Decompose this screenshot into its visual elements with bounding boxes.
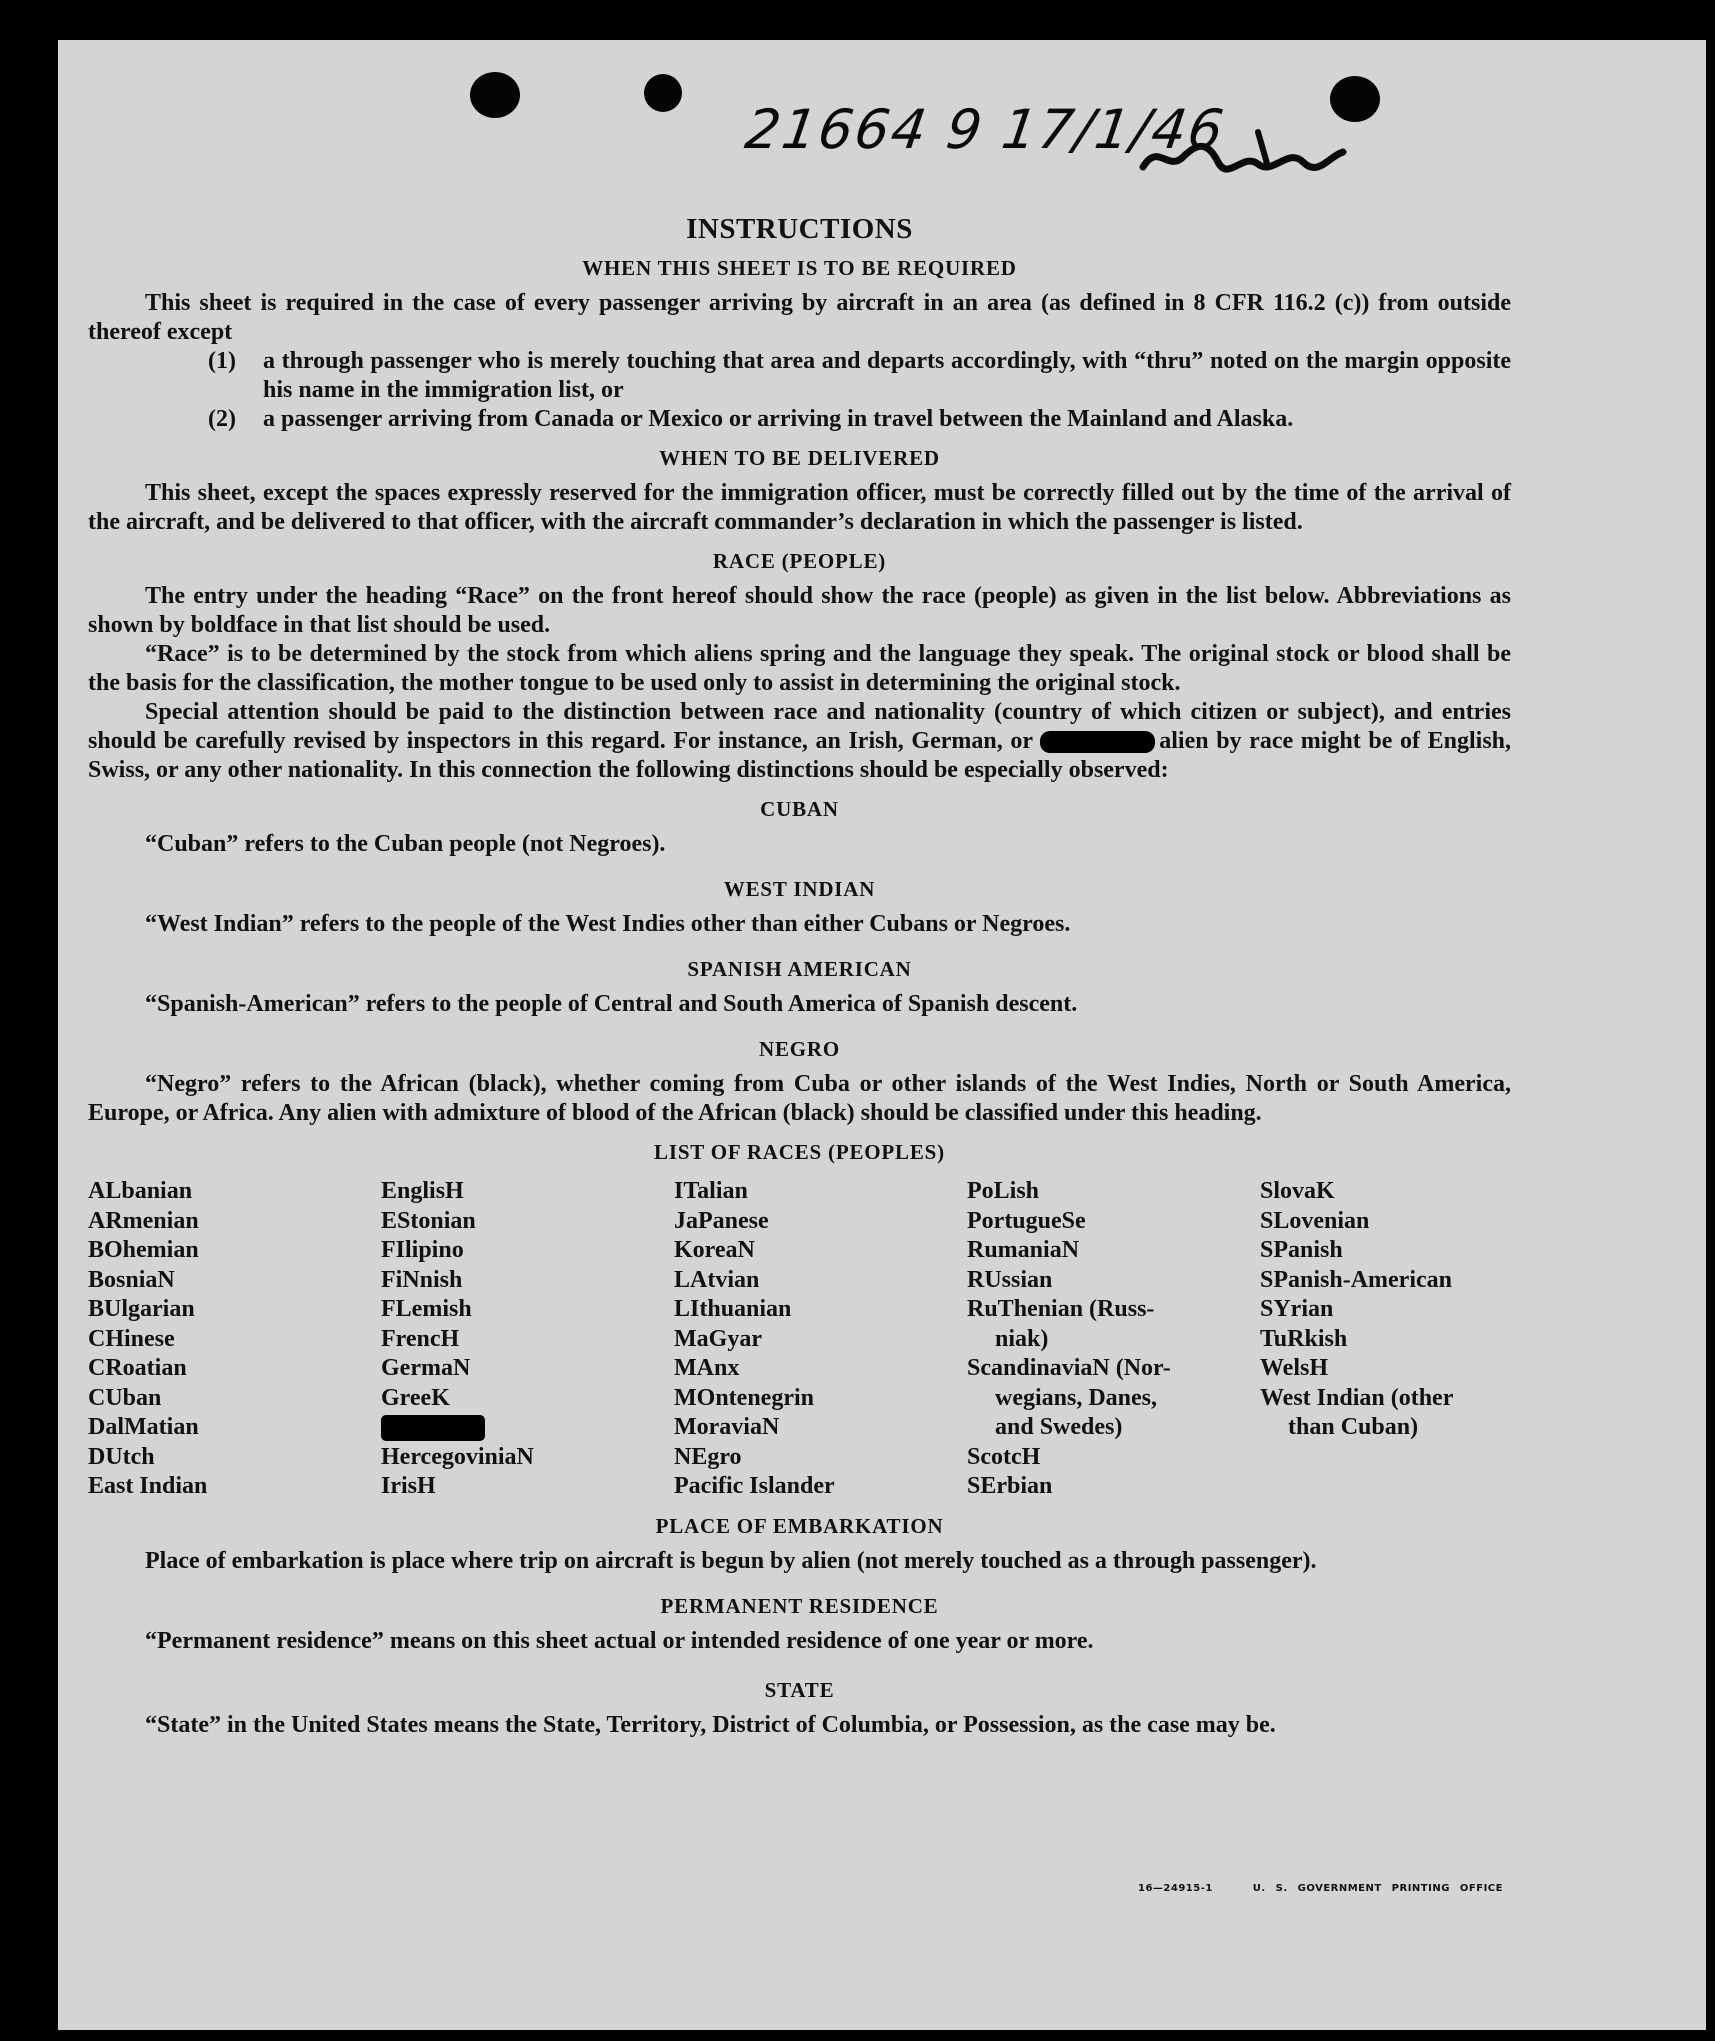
- section-heading: WEST INDIAN: [723, 877, 876, 901]
- punch-hole: [644, 74, 682, 112]
- paragraph: “Race” is to be determined by the stock from which aliens spring and the language they speak. The original stock or blood shall be the basis for the classification, the mother tongue to be used only to assist in determining the original stock.: [88, 641, 1511, 696]
- race-entry: DalMatian: [88, 1414, 199, 1440]
- race-entry: JaPanese: [674, 1207, 769, 1234]
- race-entry: WelsH: [1260, 1355, 1329, 1381]
- race-entry: SPanish-American: [1260, 1266, 1452, 1293]
- race-entry: LAtvian: [674, 1266, 760, 1293]
- race-entry: DUtch: [88, 1443, 155, 1470]
- punch-hole: [1330, 76, 1380, 122]
- race-entry: BOhemian: [88, 1237, 199, 1263]
- race-entry: NEgro: [674, 1443, 742, 1470]
- race-entry: HercegoviniaN: [381, 1443, 534, 1470]
- paragraph: “Negro” refers to the African (black), whether coming from Cuba or other islands of the West Indies, North or South America, Europe, or Africa. Any alien with admixture of blood of the African (black) should be classified under this heading.: [88, 1071, 1511, 1126]
- race-entry: SLovenian: [1260, 1207, 1370, 1234]
- paragraph: [88, 698, 1511, 785]
- section-heading: CUBAN: [760, 797, 839, 821]
- section-heading: SPANISH AMERICAN: [687, 957, 912, 981]
- section-heading: RACE (PEOPLE): [712, 549, 887, 573]
- race-entry: MOntenegrin: [674, 1384, 814, 1411]
- race-entry: PortugueSe: [967, 1207, 1086, 1234]
- race-entry: BUlgarian: [88, 1296, 195, 1322]
- handwritten-note: 21664 9 17/1/46: [741, 98, 1230, 161]
- section-heading: WHEN TO BE DELIVERED: [659, 446, 940, 470]
- race-entry: SPanish: [1260, 1237, 1343, 1263]
- instructions-content: [88, 175, 1511, 1740]
- race-entry: niak): [995, 1325, 1049, 1352]
- race-entry: KoreaN: [674, 1237, 755, 1263]
- race-entry: SYrian: [1260, 1296, 1334, 1322]
- section-heading: LIST OF RACES (PEOPLES): [654, 1140, 945, 1164]
- section-heading: WHEN THIS SHEET IS TO BE REQUIRED: [582, 256, 1017, 280]
- exception-text: a passenger arriving from Canada or Mexico or arriving in travel between the Mainland and Alaska.: [263, 406, 1294, 432]
- form-code: 16—24915-1: [1138, 1883, 1213, 1894]
- race-entry: wegians, Danes,: [995, 1384, 1158, 1411]
- race-entry: IrisH: [381, 1473, 436, 1499]
- race-column: [967, 1177, 1260, 1502]
- race-entry: LIthuanian: [674, 1296, 792, 1322]
- race-entry: East Indian: [88, 1473, 208, 1499]
- race-entry: SErbian: [967, 1473, 1053, 1499]
- race-entry: ALbanian: [88, 1178, 193, 1204]
- race-entry: TuRkish: [1260, 1325, 1348, 1352]
- race-column: [1260, 1177, 1511, 1502]
- paragraph: “West Indian” refers to the people of the West Indies other than either Cubans or Negroes.: [145, 911, 1071, 937]
- redaction-mark: [381, 1415, 485, 1441]
- race-entry: EStonian: [381, 1207, 476, 1234]
- document-page: [58, 40, 1706, 2030]
- exception-text: a through passenger who is merely touching that area and departs accordingly, with “thru” noted on the margin opposite his name in the immigration list, or: [263, 348, 1511, 403]
- race-entry: Pacific Islander: [674, 1473, 835, 1499]
- punch-hole: [470, 72, 520, 118]
- handwritten-scrawl: [1138, 122, 1348, 182]
- race-entry: CRoatian: [88, 1355, 187, 1381]
- paragraph: This sheet, except the spaces expressly reserved for the immigration officer, must be correctly filled out by the time of the arrival of the aircraft, and be delivered to that officer, with the aircraft commander’s declaration in which the passenger is listed.: [88, 480, 1511, 535]
- paragraph: The entry under the heading “Race” on the front hereof should show the race (people) as given in the list below. Abbreviations as shown by boldface in that list should be used.: [88, 583, 1511, 638]
- section-heading: PLACE OF EMBARKATION: [655, 1513, 944, 1538]
- race-entry: SlovaK: [1260, 1178, 1335, 1204]
- section-heading: STATE: [764, 1677, 835, 1702]
- race-entry: GermaN: [381, 1355, 471, 1381]
- exception-number: (2): [208, 406, 236, 432]
- race-column: [381, 1177, 674, 1502]
- printer-name: U. S. GOVERNMENT PRINTING OFFICE: [1252, 1883, 1503, 1894]
- race-entry: PoLish: [967, 1178, 1040, 1204]
- paragraph: “Permanent residence” means on this sheet actual or intended residence of one year or more.: [145, 1627, 1094, 1654]
- paragraph-part: alien by race might be of English, Swiss, or any other nationality. In this connection the following distinctions should be especially observed:: [88, 728, 1512, 783]
- race-entry: MAnx: [674, 1355, 740, 1381]
- race-column: [88, 1177, 381, 1502]
- race-entry: FrencH: [381, 1325, 460, 1352]
- paragraph: “State” in the United States means the State, Territory, District of Columbia, or Possession, as the case may be.: [145, 1711, 1276, 1738]
- page-title: INSTRUCTIONS: [686, 213, 913, 245]
- race-entry: GreeK: [381, 1384, 450, 1411]
- race-column: [674, 1177, 967, 1502]
- race-list: [88, 1177, 1511, 1502]
- race-entry: and Swedes): [995, 1414, 1123, 1440]
- paragraph-part: Special attention should be paid to the distinction between race and nationality (country of which citizen or subject), and entries should be carefully revised by inspectors in this regard. For instance, an Irish, German, or: [88, 699, 1511, 754]
- race-entry: RuThenian (Russ-: [967, 1296, 1155, 1322]
- printer-imprint: [1138, 1883, 1503, 1894]
- race-entry: BosniaN: [88, 1266, 175, 1293]
- race-entry: ScotcH: [967, 1443, 1041, 1470]
- exception-item: [208, 405, 1511, 434]
- race-entry: MaGyar: [674, 1325, 762, 1352]
- paragraph: Place of embarkation is place where trip on aircraft is begun by alien (not merely touched as a through passenger).: [145, 1547, 1317, 1574]
- exception-item: [208, 347, 1511, 405]
- race-entry: RUssian: [967, 1266, 1053, 1293]
- race-entry: West Indian (other: [1260, 1384, 1454, 1411]
- race-entry: FIlipino: [381, 1237, 464, 1263]
- section-heading: PERMANENT RESIDENCE: [660, 1593, 939, 1618]
- race-entry: than Cuban): [1288, 1414, 1419, 1440]
- race-entry: RumaniaN: [967, 1237, 1080, 1263]
- race-entry: MoraviaN: [674, 1414, 780, 1440]
- race-entry: CUban: [88, 1384, 162, 1411]
- race-entry: FiNnish: [381, 1266, 463, 1293]
- race-entry: ARmenian: [88, 1207, 199, 1234]
- paragraph: This sheet is required in the case of every passenger arriving by aircraft in an area (as defined in 8 CFR 116.2 (c)) from outside thereof except: [88, 290, 1511, 345]
- paragraph: “Cuban” refers to the Cuban people (not Negroes).: [145, 831, 666, 857]
- race-entry: ITalian: [674, 1178, 748, 1204]
- race-entry: EnglisH: [381, 1178, 464, 1204]
- race-entry: CHinese: [88, 1325, 175, 1352]
- paragraph: “Spanish-American” refers to the people of Central and South America of Spanish descent.: [145, 991, 1078, 1017]
- race-entry: ScandinaviaN (Nor-: [967, 1355, 1171, 1381]
- exception-number: (1): [208, 348, 236, 374]
- redaction-mark: [1040, 731, 1155, 753]
- race-entry: FLemish: [381, 1296, 472, 1322]
- section-heading: NEGRO: [758, 1037, 840, 1061]
